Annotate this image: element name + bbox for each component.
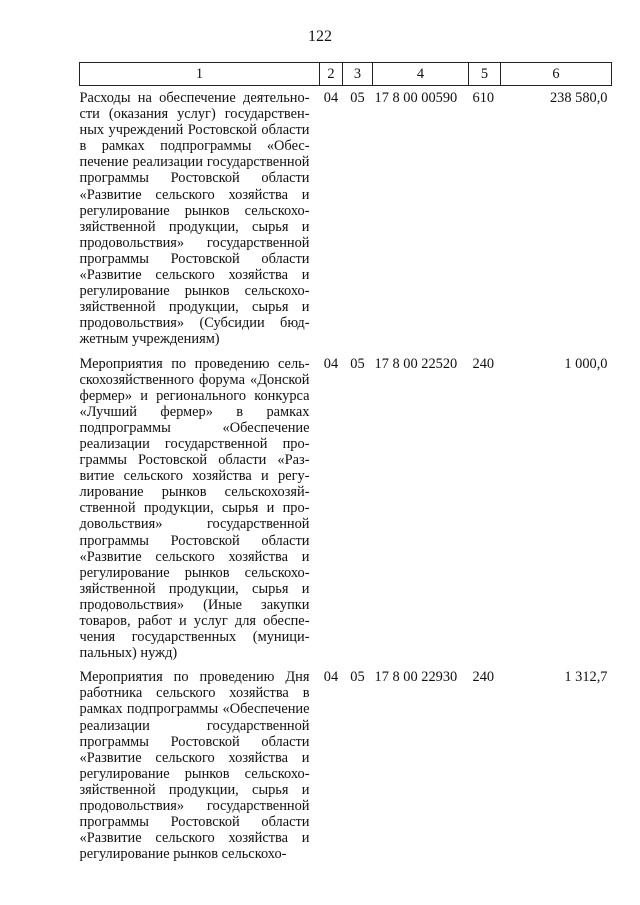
row-expense-type: 610 <box>472 90 495 106</box>
row-section-code: 04 <box>323 669 339 686</box>
header-col-1: 1 <box>80 63 320 86</box>
row-description: Расходы на обеспечение деятельности (оказания услуг) государственных учреждений Ростовской области в рамках подпрограммы «Обеспечение реализации государственной программы Ростовской области «Развитие сельского хозяйства и регулирование рынков сельскохозяйственной продукции, сырья и продовольствия» государственной программы Ростовской области «Развитие сельского хозяйства и регулирование рынков сельскохозяйственной продукции, сырья и продовольствия» (Субсидии бюджетным учреждениям) <box>79 90 310 348</box>
header-col-2: 2 <box>320 63 343 86</box>
header-col-6: 6 <box>501 63 612 86</box>
row-description: Мероприятия по проведению Дня работника сельского хозяйства в рамках подпрограммы «Обеспечение реализации государственной программы Ростовской области «Развитие сельского хозяйства и регулирование рынков сельскохозяйственной продукции, сырья и продовольствия» государственной программы Ростовской области «Развитие сельского хозяйства и регулирование рынков сельскохо- <box>79 669 310 863</box>
row-amount: 1 312,7 <box>564 669 608 686</box>
budget-table <box>79 62 612 862</box>
table-row <box>80 665 612 862</box>
row-amount: 238 580,0 <box>549 90 608 106</box>
row-section-code: 04 <box>323 355 339 372</box>
row-section-code: 04 <box>323 90 339 106</box>
row-expense-type: 240 <box>472 669 495 686</box>
page-number: 122 <box>308 28 332 45</box>
header-col-4: 4 <box>373 63 469 86</box>
row-subsection-code: 05 <box>350 355 365 372</box>
row-expense-type: 240 <box>472 355 495 372</box>
row-amount: 1 000,0 <box>564 355 608 372</box>
row-target-article: 17 8 00 00590 <box>374 90 458 106</box>
table-row <box>80 352 612 662</box>
table-row <box>80 86 612 348</box>
header-col-3: 3 <box>343 63 373 86</box>
row-subsection-code: 05 <box>350 90 365 106</box>
table-header-row <box>80 63 612 86</box>
row-description: Мероприятия по проведению сельскохозяйственного форума «Донской фермер» и регионального конкурса «Лучший фермер» в рамках подпрограммы «Обеспечение реализации государственной программы Ростовской области «Развитие сельского хозяйства и регулирование рынков сельскохозяйственной продукции, сырья и продовольствия» государственной программы Ростовской области «Развитие сельского хозяйства и регулирование рынков сельскохозяйственной продукции, сырья и продовольствия» (Иные закупки товаров, работ и услуг для обеспечения государственных (муниципальных) нужд) <box>79 355 310 662</box>
row-subsection-code: 05 <box>350 669 365 686</box>
row-target-article: 17 8 00 22520 <box>374 355 458 372</box>
row-target-article: 17 8 00 22930 <box>374 669 458 686</box>
header-col-5: 5 <box>469 63 501 86</box>
